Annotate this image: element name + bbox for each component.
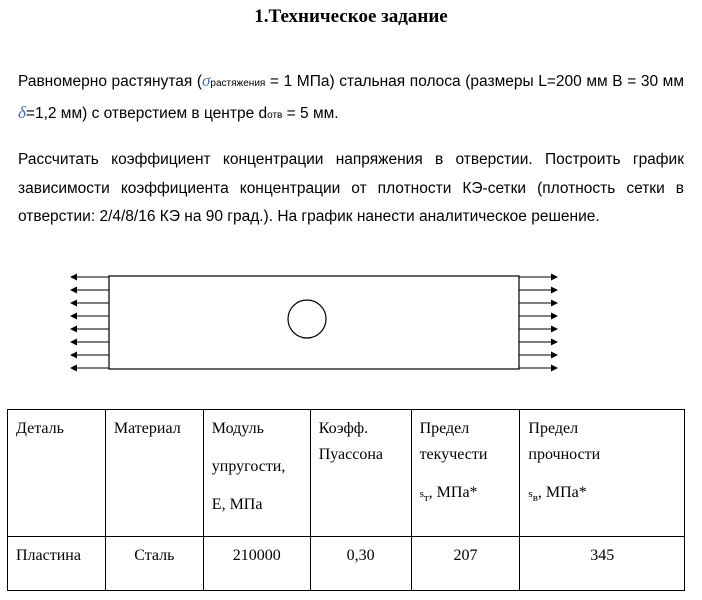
center-hole: [288, 300, 326, 338]
problem-statement: [18, 67, 684, 130]
delta-symbol: δ: [18, 102, 26, 122]
header-yield: Предел текучести $s_т$, МПа*: [411, 410, 520, 537]
cell-detail: Пластина: [8, 537, 106, 591]
table-row: [8, 537, 685, 591]
page-title: 1.Техническое задание: [254, 6, 448, 27]
text-segment: =1,2 мм) с отверстием в центре d: [25, 104, 268, 122]
left-load-arrows: [71, 277, 109, 368]
header-material: Материал: [105, 410, 203, 537]
sigma-symbol: σ: [202, 71, 211, 90]
material-properties-table: [7, 409, 685, 591]
cell-modulus: 210000: [203, 537, 310, 591]
text-segment: Равномерно растянутая (: [18, 73, 203, 90]
header-ultimate: Предел прочности $s_в$, МПа*: [520, 410, 685, 537]
table-header-row: [8, 410, 685, 537]
header-poisson: Коэфф. Пуассона: [310, 410, 411, 537]
cell-poisson: 0,30: [310, 537, 411, 591]
diameter-subscript: отв: [267, 109, 283, 121]
cell-material: Сталь: [105, 537, 203, 591]
sigma-subscript: растяжения: [210, 78, 266, 89]
text-segment: = 5 мм.: [282, 104, 339, 122]
strip-diagram: [0, 262, 702, 382]
steel-strip: [109, 276, 519, 369]
text-segment: = 1 МПа) стальная полоса (размеры L=200 мм B = 30 мм: [265, 73, 684, 90]
cell-yield: 207: [411, 537, 520, 591]
header-modulus: Модуль упругости, E, МПа: [203, 410, 310, 537]
header-detail: Деталь: [8, 410, 106, 537]
right-load-arrows: [519, 277, 557, 368]
task-description: Рассчитать коэффициент концентрации напряжения в отверстии. Построить график зависимости коэффициента концентрации от плотности КЭ-сетки (плотность сетки в отверстии: 2/4/8/16 КЭ на 90 град.). На график нанести аналитическое решение.: [18, 151, 684, 225]
cell-ultimate: 345: [520, 537, 685, 591]
